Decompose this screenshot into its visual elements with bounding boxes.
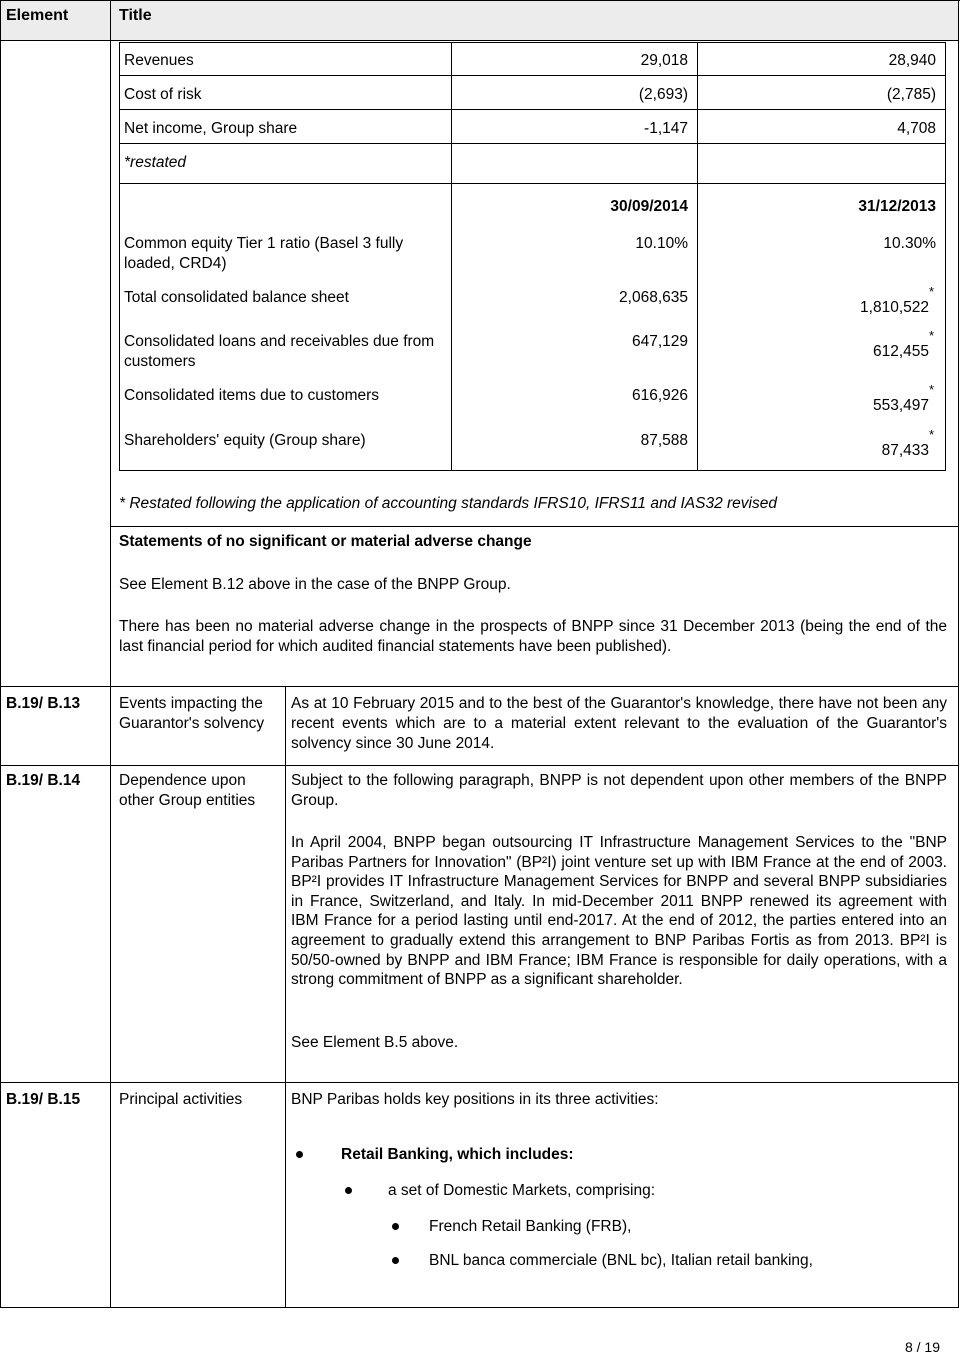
table-row-cet1-v1: 10.10%: [635, 235, 688, 252]
table-row-cost-of-risk-v1: (2,693): [638, 86, 688, 103]
element-text-b13: As at 10 February 2015 and to the best of the Guarantor's knowledge, there have not been any recent events which are to a material extent relevant to the evaluation of the Guarantor's solvency since 30 June 2014.: [291, 695, 947, 752]
table-row-equity-v2: 87,433: [881, 442, 929, 459]
table-row-line-1: [120, 75, 945, 76]
table-row-equity-star: *: [929, 427, 935, 442]
restated-footnote: * Restated following the application of accounting standards IFRS10, IFRS11 and IAS32 revised: [119, 495, 777, 512]
table-row-balance-sheet-v2: 1,810,522: [860, 299, 929, 316]
content-col-line-b15: [285, 1082, 286, 1308]
element-title-b14: Dependence upon other Group entities: [119, 772, 256, 809]
page-number: 8 / 19: [904, 1339, 940, 1355]
frame-right-line: [958, 0, 959, 1308]
element-title-b13: Events impacting the Guarantor's solvency: [119, 695, 265, 732]
table-row-items-due-v1: 616,926: [631, 387, 688, 404]
header-title-label: Title: [119, 7, 152, 24]
element-text-b14-1: Subject to the following paragraph, BNPP is not dependent upon other members of the BNPP Group.: [291, 772, 947, 809]
no-change-para-1: See Element B.12 above in the case of the BNPP Group.: [119, 576, 511, 593]
table-row-cost-of-risk-label: Cost of risk: [124, 86, 202, 103]
table-row-equity-label: Shareholders' equity (Group share): [124, 432, 366, 449]
table-row-cet1-v2: 10.30%: [883, 235, 936, 252]
table-row-cet1-label: Common equity Tier 1 ratio (Basel 3 fully loaded, CRD4): [124, 235, 404, 272]
element-id-b13: B.19/ B.13: [6, 695, 81, 712]
list-item-bnl: BNL banca commerciale (BNL bc), Italian retail banking,: [429, 1252, 813, 1269]
table-row-net-income-label: Net income, Group share: [124, 120, 298, 137]
element-text-b15: BNP Paribas holds key positions in its three activities:: [291, 1091, 659, 1108]
table-row-cost-of-risk-v2: (2,785): [886, 86, 936, 103]
section-divider-b15: [0, 1082, 959, 1083]
table-row-net-income-v2: 4,708: [897, 120, 936, 137]
table-row-line-2: [120, 109, 945, 110]
table-row-revenues-v1: 29,018: [640, 52, 688, 69]
bullet-bnl: [392, 1257, 399, 1264]
bullet-frb: [392, 1223, 399, 1230]
section-divider-b13: [0, 686, 959, 687]
table-row-loans-label: Consolidated loans and receivables due from customers: [124, 333, 435, 370]
frame-bottom-line: [0, 1307, 959, 1308]
element-text-b14-3: See Element B.5 above.: [291, 1034, 459, 1051]
table-row-balance-sheet-star: *: [929, 284, 935, 299]
content-col-line-b14: [285, 765, 286, 1082]
element-text-b14-2: In April 2004, BNPP began outsourcing IT Infrastructure Management Services to the "BNP Paribas Partners for Innovation" (BP²I) joint venture set up with IBM France at the end of 2003. BP²I provides IT Infrastructure Management Services for BNPP and several BNPP subsidiaries in France, Switzerland, and Italy. In mid-December 2011 BNPP renewed its agreement with IBM France for a period lasting until end-2017. At the end of 2012, the parties entered into an agreement to gradually extend this arrangement to BNP Paribas Fortis as from 2013. BP²I is 50/50-owned by BNPP and IBM France; IBM France is responsible for daily operations, with a strong commitment of BNPP as a significant shareholder.: [291, 834, 947, 989]
table-row-balance-sheet-label: Total consolidated balance sheet: [124, 289, 349, 306]
element-id-b15: B.19/ B.15: [6, 1091, 81, 1108]
footnote-divider: [111, 526, 959, 527]
table-row-balance-sheet-v1: 2,068,635: [619, 289, 688, 306]
header-bar-title: [111, 0, 959, 41]
table-row-loans-v1: 647,129: [631, 333, 688, 350]
table-row-loans-star: *: [929, 328, 935, 343]
restated-note: *restated: [124, 154, 187, 171]
table-row-revenues-v2: 28,940: [888, 52, 936, 69]
frame-element-col-line: [110, 0, 111, 1308]
list-item-domestic-markets: a set of Domestic Markets, comprising:: [388, 1182, 656, 1199]
col-header-30-09-2014: 30/09/2014: [610, 198, 688, 215]
bullet-domestic-markets: [345, 1187, 352, 1194]
table-row-items-due-star: *: [929, 382, 935, 397]
content-col-line-b13: [285, 686, 286, 765]
list-item-frb: French Retail Banking (FRB),: [429, 1218, 632, 1235]
list-item-retail-banking: Retail Banking, which includes:: [341, 1146, 574, 1163]
table-row-items-due-v2: 553,497: [872, 397, 929, 414]
header-element-label: Element: [6, 7, 69, 24]
table-row-line-4: [120, 183, 945, 184]
col-header-31-12-2013: 31/12/2013: [858, 198, 936, 215]
no-change-heading: Statements of no significant or material adverse change: [119, 533, 532, 550]
frame-top-line: [0, 0, 960, 1]
bullet-retail-banking: [296, 1151, 303, 1158]
table-row-loans-v2: 612,455: [872, 343, 929, 360]
element-title-b15: Principal activities: [119, 1091, 243, 1108]
no-change-para-2: There has been no material adverse change in the prospects of BNPP since 31 December 2013 (being the end of the last financial period for which audited financial statements have been published).: [119, 618, 947, 655]
frame-left-line: [0, 0, 1, 1308]
table-row-net-income-v1: -1,147: [644, 120, 688, 137]
element-id-b14: B.19/ B.14: [6, 772, 81, 789]
table-row-equity-v1: 87,588: [640, 432, 688, 449]
table-row-line-3: [120, 143, 945, 144]
section-divider-b14: [0, 765, 959, 766]
table-row-items-due-label: Consolidated items due to customers: [124, 387, 380, 404]
table-row-revenues-label: Revenues: [124, 52, 194, 69]
